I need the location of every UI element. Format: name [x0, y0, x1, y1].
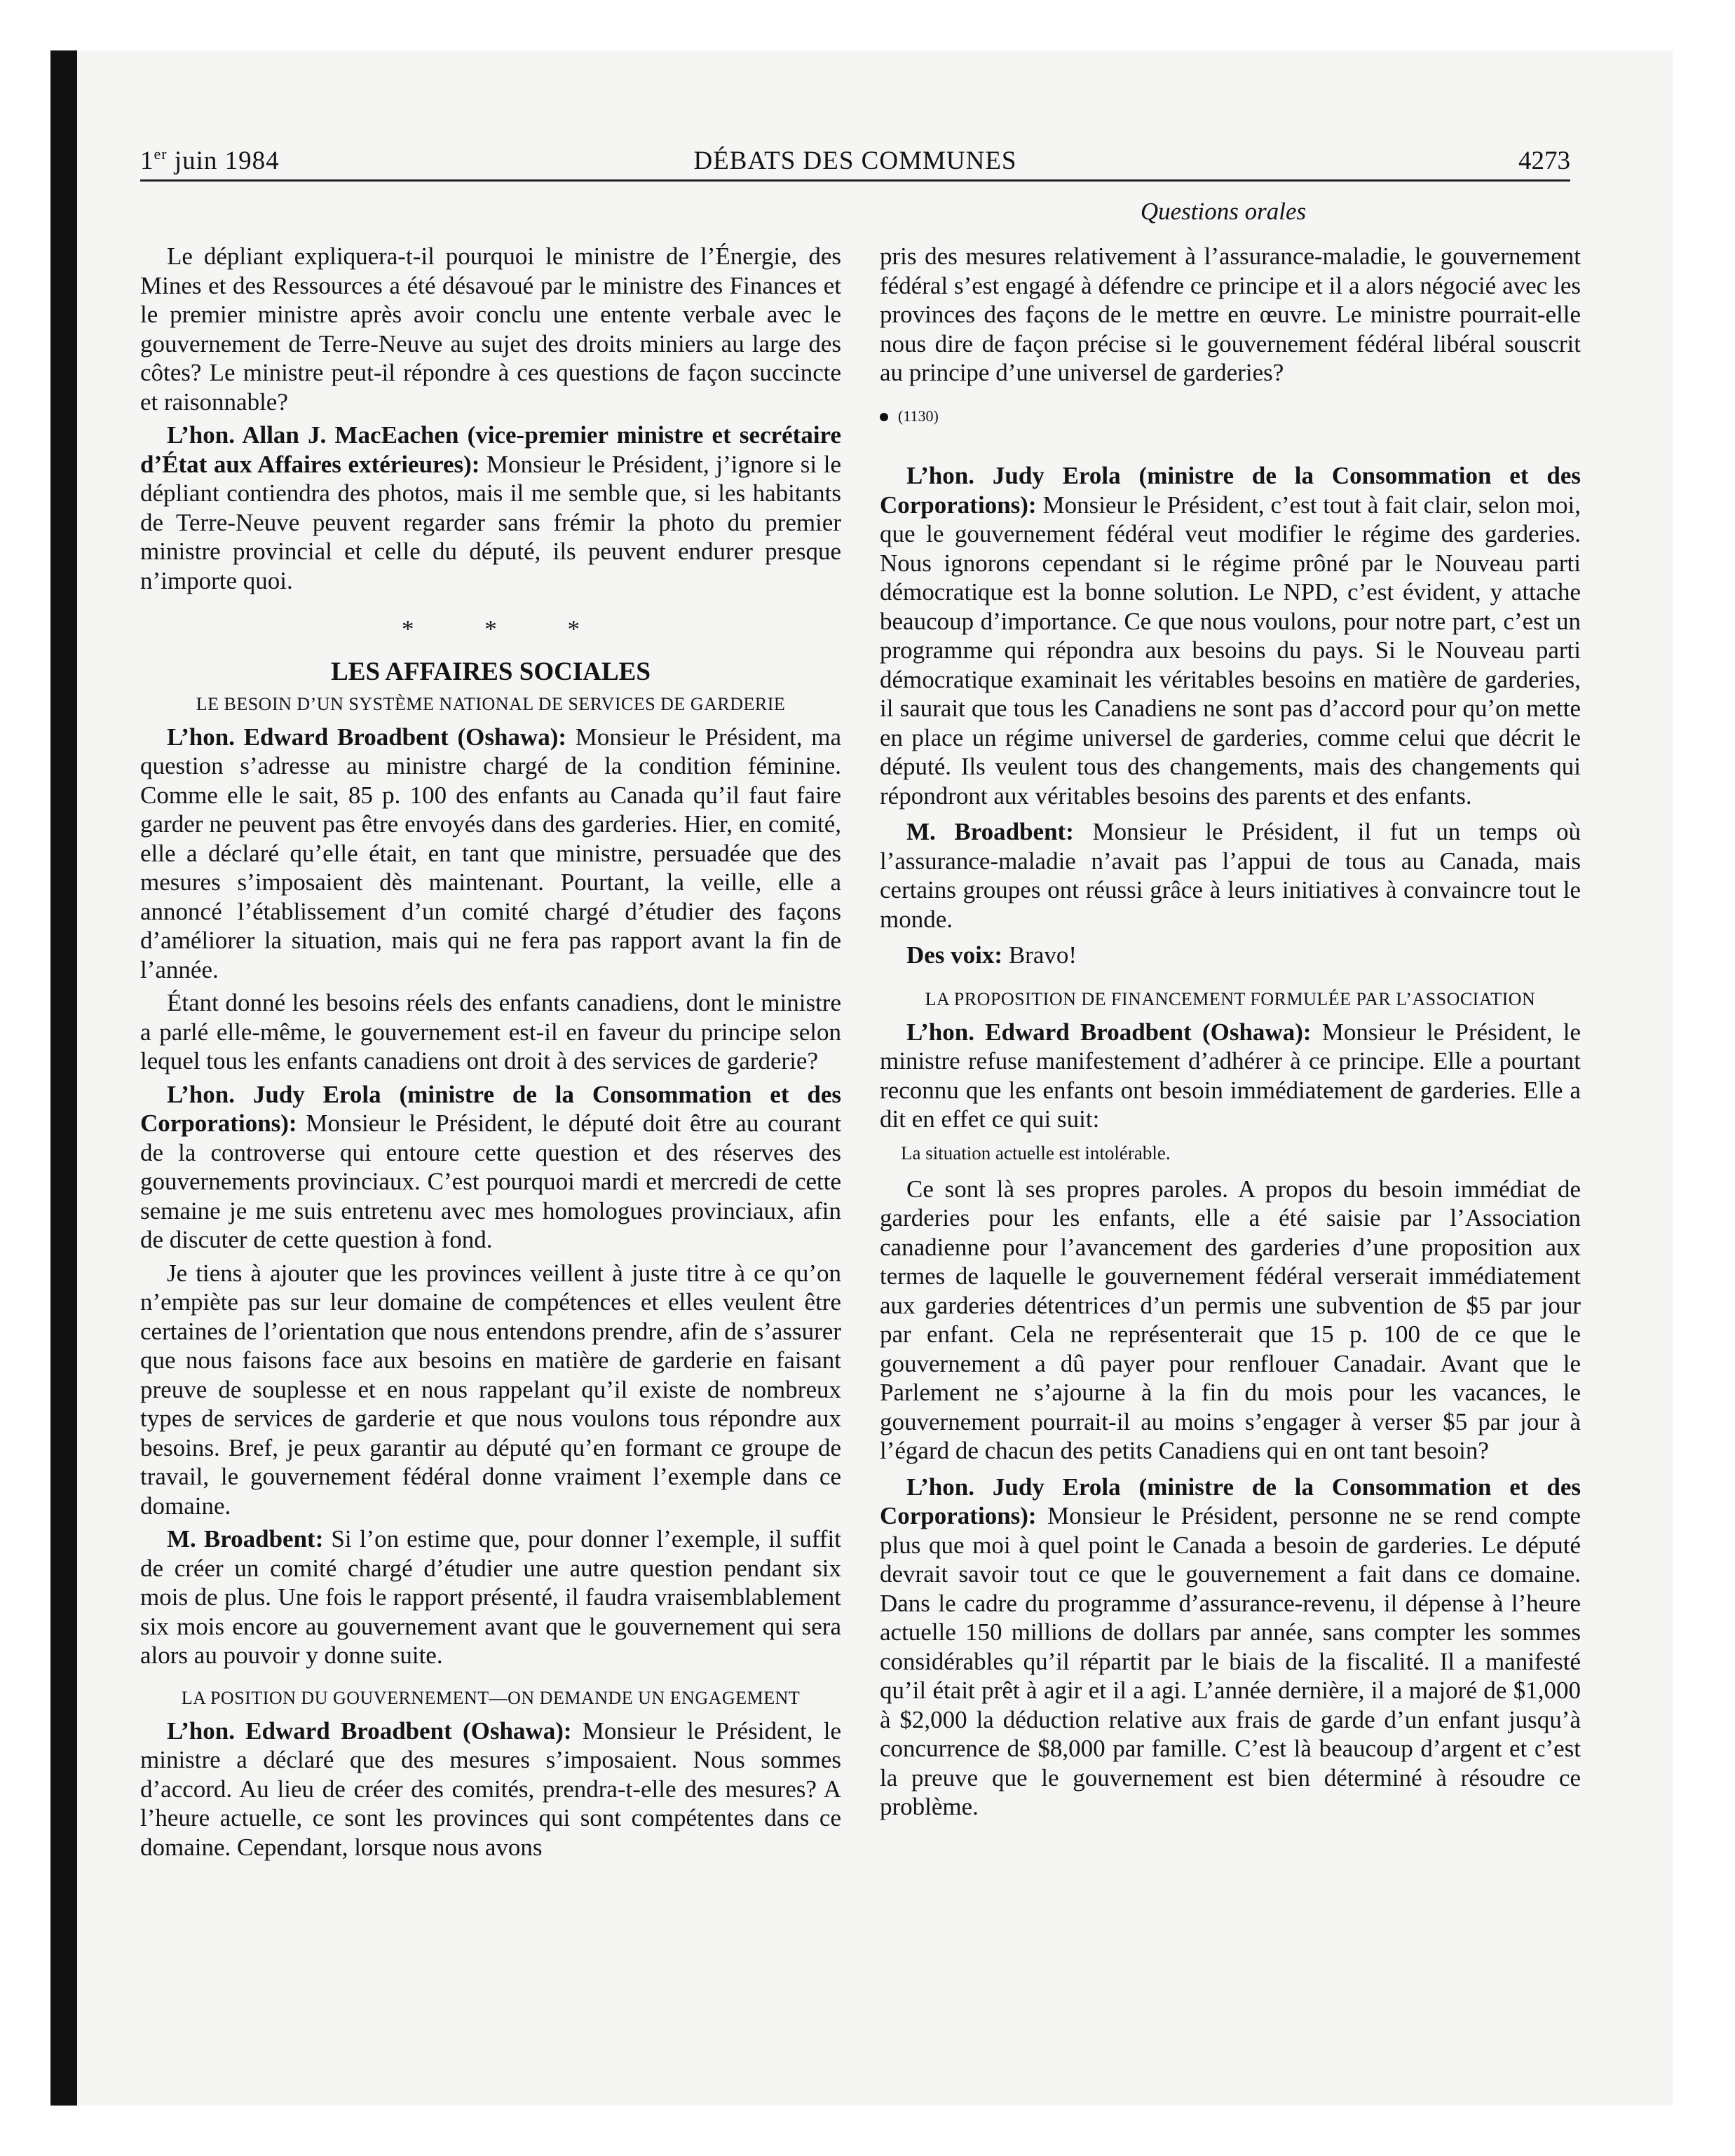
speech-text: Monsieur le Président, le ministre refuse manifestement d’adhérer à ce principe. Elle a pourtant reconnu que les enfants ont besoin immédiatement de garderies. Elle a dit en effet ce qui suit:: [880, 1018, 1581, 1133]
header-day: 1: [140, 146, 154, 175]
speaker-name: L’hon. Judy Erola (ministre de la Consommation et des Corporations):: [880, 1473, 1581, 1529]
speech-paragraph: [880, 1473, 1581, 1822]
paragraph: Je tiens à ajouter que les provinces veillent à juste titre à ce qu’on n’empiète pas sur leur domaine de compétences et elles veulent être certaines de l’orientation que nous entendons prendre, afin de s’assurer que nous faisons face aux besoins en matière de garderie en faisant preuve de souplesse et en nous rappelant qu’il existe de nombreux types de services de garderie et que nous voulons tous répondre aux besoins. Bref, je peux garantir au député qu’en formant ce groupe de travail, le gouvernement fédéral donne vraiment l’exemple dans ce domaine.: [140, 1259, 841, 1520]
speech-text: Monsieur le Président, ma question s’adresse au ministre chargé de la condition féminine. Comme elle le sait, 85 p. 100 des enfants au Canada qu’il faut faire garder ne peuvent pas être envoyés dans des garderies. Hier, en comité, elle a déclaré qu’elle était, en tant que ministre, persuadée que des mesures s’imposaient dès maintenant. Pourtant, la veille, elle a annoncé l’établissement d’un comité chargé d’étudier des façons d’améliorer la situation, mais qui ne fera pas rapport avant la fin de l’année.: [140, 723, 841, 983]
header-title: DÉBATS DES COMMUNES: [693, 146, 1017, 175]
quotation: La situation actuelle est intolérable.: [901, 1142, 1171, 1164]
speaker-name: L’hon. Edward Broadbent (Oshawa):: [167, 1717, 572, 1745]
time-text: (1130): [898, 407, 939, 425]
header-rule: [140, 179, 1570, 182]
bullet-icon: [880, 413, 888, 421]
speaker-name: Des voix:: [906, 941, 1003, 969]
speech-paragraph: [140, 1080, 841, 1255]
speech-text: Monsieur le Président, c’est tout à fait clair, selon moi, que le gouvernement fédéral veut modifier le régime des garderies. Nous ignorons cependant si le régime prôné par le Nouveau parti démocratique est la bonne solution. Le NPD, c’est évident, y attache beaucoup d’importance. Ce que nous voulons, pour notre part, c’est un programme qui répondra aux besoins du pays. Si le Nouveau parti démocratique examinait les véritables besoins en matière de garderies, il saurait que tous les Canadiens ne sont pas d’accord pour qu’on mette en place un régime universel de garderies, comme celui que décrit le député. Ils veulent tous des changements, mais des changements qui répondront aux véritables besoins des parents et des enfants.: [880, 491, 1581, 810]
speech-paragraph: [880, 941, 1581, 970]
time-marker: [880, 402, 1581, 431]
speaker-name: M. Broadbent:: [906, 818, 1074, 845]
header-month-year: juin 1984: [174, 146, 280, 175]
speaker-name: L’hon. Edward Broadbent (Oshawa):: [906, 1018, 1312, 1046]
subheading: LA POSITION DU GOUVERNEMENT—ON DEMANDE UN ENGAGEMENT: [181, 1687, 801, 1708]
speech-paragraph: [880, 461, 1581, 810]
speech-text: Monsieur le Président, il fut un temps où l’assurance-maladie n’avait pas l’appui de tous au Canada, mais certains groupes ont réussi grâce à leurs initiatives à convaincre tout le monde.: [880, 818, 1581, 933]
speech-paragraph: [140, 1524, 841, 1670]
header-day-sup: er: [154, 145, 168, 163]
subheading: LA PROPOSITION DE FINANCEMENT FORMULÉE PAR L’ASSOCIATION: [925, 988, 1536, 1009]
speaker-name: L’hon. Edward Broadbent (Oshawa):: [167, 723, 567, 751]
speaker-name: L’hon. Allan J. MacEachen (vice-premier ministre et secrétaire d’État aux Affaires extérieures):: [140, 421, 841, 478]
paragraph: Ce sont là ses propres paroles. A propos du besoin immédiat de garderies pour les enfants, elle a été saisie par l’Association canadienne pour l’avancement des garderies d’une proposition aux termes de laquelle le gouvernement fédéral verserait immédiatement aux garderies détentrices d’un permis une subvention de $5 par jour par enfant. Cela ne représenterait que 15 p. 100 de ce que le gouvernement a dû payer pour renflouer Canadair. Avant que le Parlement ne s’ajourne à la fin du mois pour les vacances, le gouvernement pourrait-il au moins s’engager à verser $5 par jour à l’égard de chacun des petits Canadiens qui en ont tant besoin?: [880, 1175, 1581, 1464]
speech-paragraph: [140, 1717, 841, 1862]
speech-text: Monsieur le Président, j’ignore si le dépliant contiendra des photos, mais il me semble que, si les habitants de Terre-Neuve peuvent regarder sans frémir la photo du premier ministre provincial et celle du député, ils peuvent endurer presque n’importe quoi.: [140, 450, 842, 594]
speech-text: Bravo!: [1002, 941, 1077, 969]
speaker-name: M. Broadbent:: [167, 1525, 324, 1553]
speech-text: Monsieur le Président, personne ne se rend compte plus que moi à quel point le Canada a besoin de garderies. Le député devrait savoir tout ce que le gouvernement a fait dans ce domaine. Dans le cadre du programme d’assurance-revenu, il dépense à l’heure actuelle 150 millions de dollars par année, sans compter les sommes considérables qu’il répartit par le biais de la fiscalité. Il a manifesté qu’il était prêt à agir et il a agi. L’année dernière, il a majoré de $1,000 à $2,000 la déduction relative aux frais de garde d’un enfant jusqu’à concurrence de $8,000 par famille. C’est là beaucoup d’argent et c’est la preuve que le gouvernement est bien déterminé à résoudre ce problème.: [880, 1502, 1581, 1820]
speech-paragraph: [880, 817, 1581, 934]
paragraph: pris des mesures relativement à l’assurance-maladie, le gouvernement fédéral s’est engagé à défendre ce principe et il a alors négocié avec les provinces des façons de le mettre en œuvre. Le ministre pourrait-elle nous dire de façon précise si le gouvernement fédéral libéral souscrit au principe d’une universel de garderies?: [880, 243, 1581, 386]
section-title: LES AFFAIRES SOCIALES: [331, 657, 651, 686]
right-column: [880, 242, 1581, 1826]
speech-text: Si l’on estime que, pour donner l’exemple, il suffit de créer un comité chargé d’étudier une autre question pendant six mois de plus. Une fois le rapport présenté, il faudra vraisemblablement six mois encore au gouvernement avant que le gouvernement qui sera alors au pouvoir y donne suite.: [140, 1525, 841, 1669]
speaker-name: L’hon. Judy Erola (ministre de la Consommation et des Corporations):: [880, 462, 1581, 519]
speech-text: Monsieur le Président, le député doit être au courant de la controverse qui entoure cette question et des réserves des gouvernements provinciaux. C’est pourquoi mardi et mercredi de cette semaine je me suis entretenu avec mes homologues provinciaux, afin de discuter de cette question à fond.: [140, 1110, 841, 1253]
speaker-name: L’hon. Judy Erola (ministre de la Consommation et des Corporations):: [140, 1080, 841, 1137]
running-head: Questions orales: [1140, 198, 1307, 225]
speech-paragraph: [140, 723, 841, 985]
subheading: LE BESOIN D’UN SYSTÈME NATIONAL DE SERVICES DE GARDERIE: [196, 693, 786, 714]
binding-edge: [50, 50, 77, 2106]
section-separator: * * *: [402, 615, 612, 643]
page-number: 4273: [1518, 146, 1570, 175]
paragraph: Étant donné les besoins réels des enfants canadiens, dont le ministre a parlé elle-même, le gouvernement est-il en faveur du principe selon lequel tous les enfants canadiens ont droit à des services de garderie?: [140, 989, 841, 1074]
left-column: [140, 242, 841, 1866]
paragraph: Le dépliant expliquera-t-il pourquoi le ministre de l’Énergie, des Mines et des Ressources a été désavoué par le ministre des Finances et le premier ministre après avoir conclu une entente verbale avec le gouvernement de Terre-Neuve au sujet des droits miniers au large des côtes? Le ministre peut-il répondre à ces questions de façon succincte et raisonnable?: [140, 243, 841, 416]
page-header: [140, 140, 1570, 182]
speech-paragraph: [140, 421, 841, 595]
speech-paragraph: [880, 1018, 1581, 1134]
speech-text: Monsieur le Président, le ministre a déclaré que des mesures s’imposaient. Nous sommes d’accord. Au lieu de créer des comités, prendra-t-elle des mesures? A l’heure actuelle, ce sont les provinces qui sont compétentes dans ce domaine. Cependant, lorsque nous avons: [140, 1717, 841, 1861]
